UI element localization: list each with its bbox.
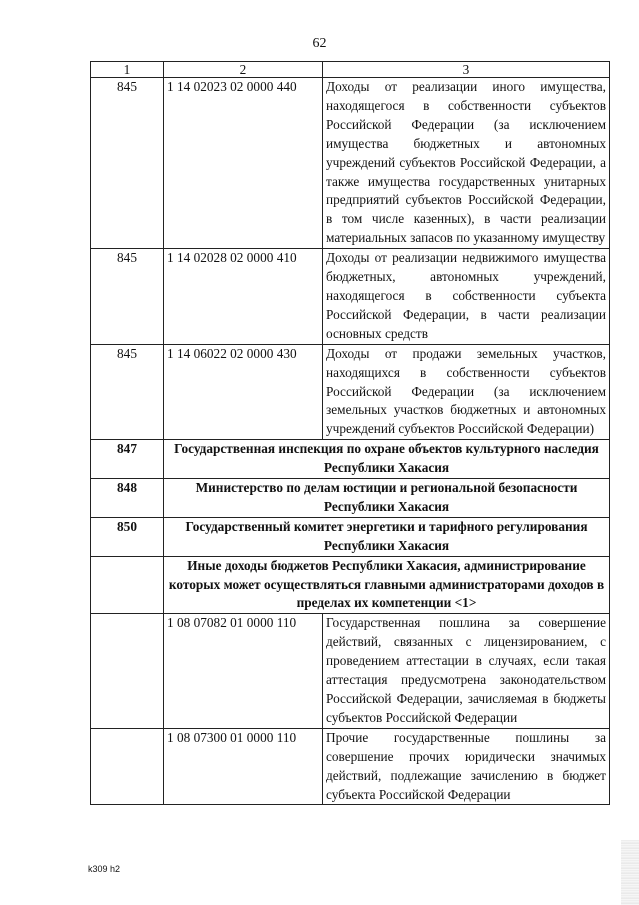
table-row xyxy=(91,344,610,440)
header-col-2: 2 xyxy=(164,62,323,78)
revenue-description: Государственная пошлина за совершение действий, связанных с лицензированием, с проведением аттестации в случаях, если такая аттестация предусмотрена законодательством Российской Федерации, зачисляемая в бюджеты субъектов Российской Федерации xyxy=(323,614,610,728)
revenue-description: Доходы от реализации недвижимого имущества бюджетных, автономных учреждений, находящегося в собственности субъекта Российской Федерации, в части реализации основных средств xyxy=(323,249,610,345)
scan-edge-artifact xyxy=(621,840,639,905)
revenue-code: 1 08 07082 01 0000 110 xyxy=(164,614,323,728)
admin-code xyxy=(91,614,164,728)
admin-code: 845 xyxy=(91,78,164,249)
section-row xyxy=(91,556,610,614)
revenue-code: 1 14 06022 02 0000 430 xyxy=(164,344,323,440)
table-row xyxy=(91,614,610,728)
admin-code: 847 xyxy=(91,440,164,479)
revenue-description: Прочие государственные пошлины за совершение прочих юридически значимых действий, подлежащие зачислению в бюджет субъекта Российской Федерации xyxy=(323,728,610,805)
table-row xyxy=(91,78,610,249)
revenue-code: 1 14 02028 02 0000 410 xyxy=(164,249,323,345)
section-title: Государственный комитет энергетики и тарифного регулирования Республики Хакасия xyxy=(164,517,610,556)
section-row xyxy=(91,440,610,479)
header-col-3: 3 xyxy=(323,62,610,78)
section-row xyxy=(91,479,610,518)
section-title: Министерство по делам юстиции и региональной безопасности Республики Хакасия xyxy=(164,479,610,518)
admin-code: 848 xyxy=(91,479,164,518)
revenue-description: Доходы от реализации иного имущества, находящегося в собственности субъектов Российской Федерации (за исключением имущества бюджетных и автономных учреждений субъектов Российской Федерации, а также имущества государственных унитарных предприятий субъектов Российской Федерации, в том числе казенных), в части реализации материальных запасов по указанному имуществу xyxy=(323,78,610,249)
admin-code: 845 xyxy=(91,344,164,440)
page-number: 62 xyxy=(312,36,327,51)
table-header-row xyxy=(91,62,610,78)
revenue-description: Доходы от продажи земельных участков, находящихся в собственности субъектов Российской Федерации (за исключением земельных участков бюджетных и автономных учреждений субъектов Российской Федерации) xyxy=(323,344,610,440)
section-title: Государственная инспекция по охране объектов культурного наследия Республики Хакасия xyxy=(164,440,610,479)
header-col-1: 1 xyxy=(91,62,164,78)
revenue-codes-table xyxy=(90,61,610,805)
admin-code xyxy=(91,556,164,614)
revenue-code: 1 08 07300 01 0000 110 xyxy=(164,728,323,805)
table-row xyxy=(91,249,610,345)
section-title: Иные доходы бюджетов Республики Хакасия, администрирование которых может осуществляться главными администраторами доходов в пределах их компетенции <1> xyxy=(164,556,610,614)
admin-code: 845 xyxy=(91,249,164,345)
revenue-code: 1 14 02023 02 0000 440 xyxy=(164,78,323,249)
admin-code xyxy=(91,728,164,805)
table-row xyxy=(91,728,610,805)
footer-code: k309 h2 xyxy=(88,864,121,874)
section-row xyxy=(91,517,610,556)
admin-code: 850 xyxy=(91,517,164,556)
